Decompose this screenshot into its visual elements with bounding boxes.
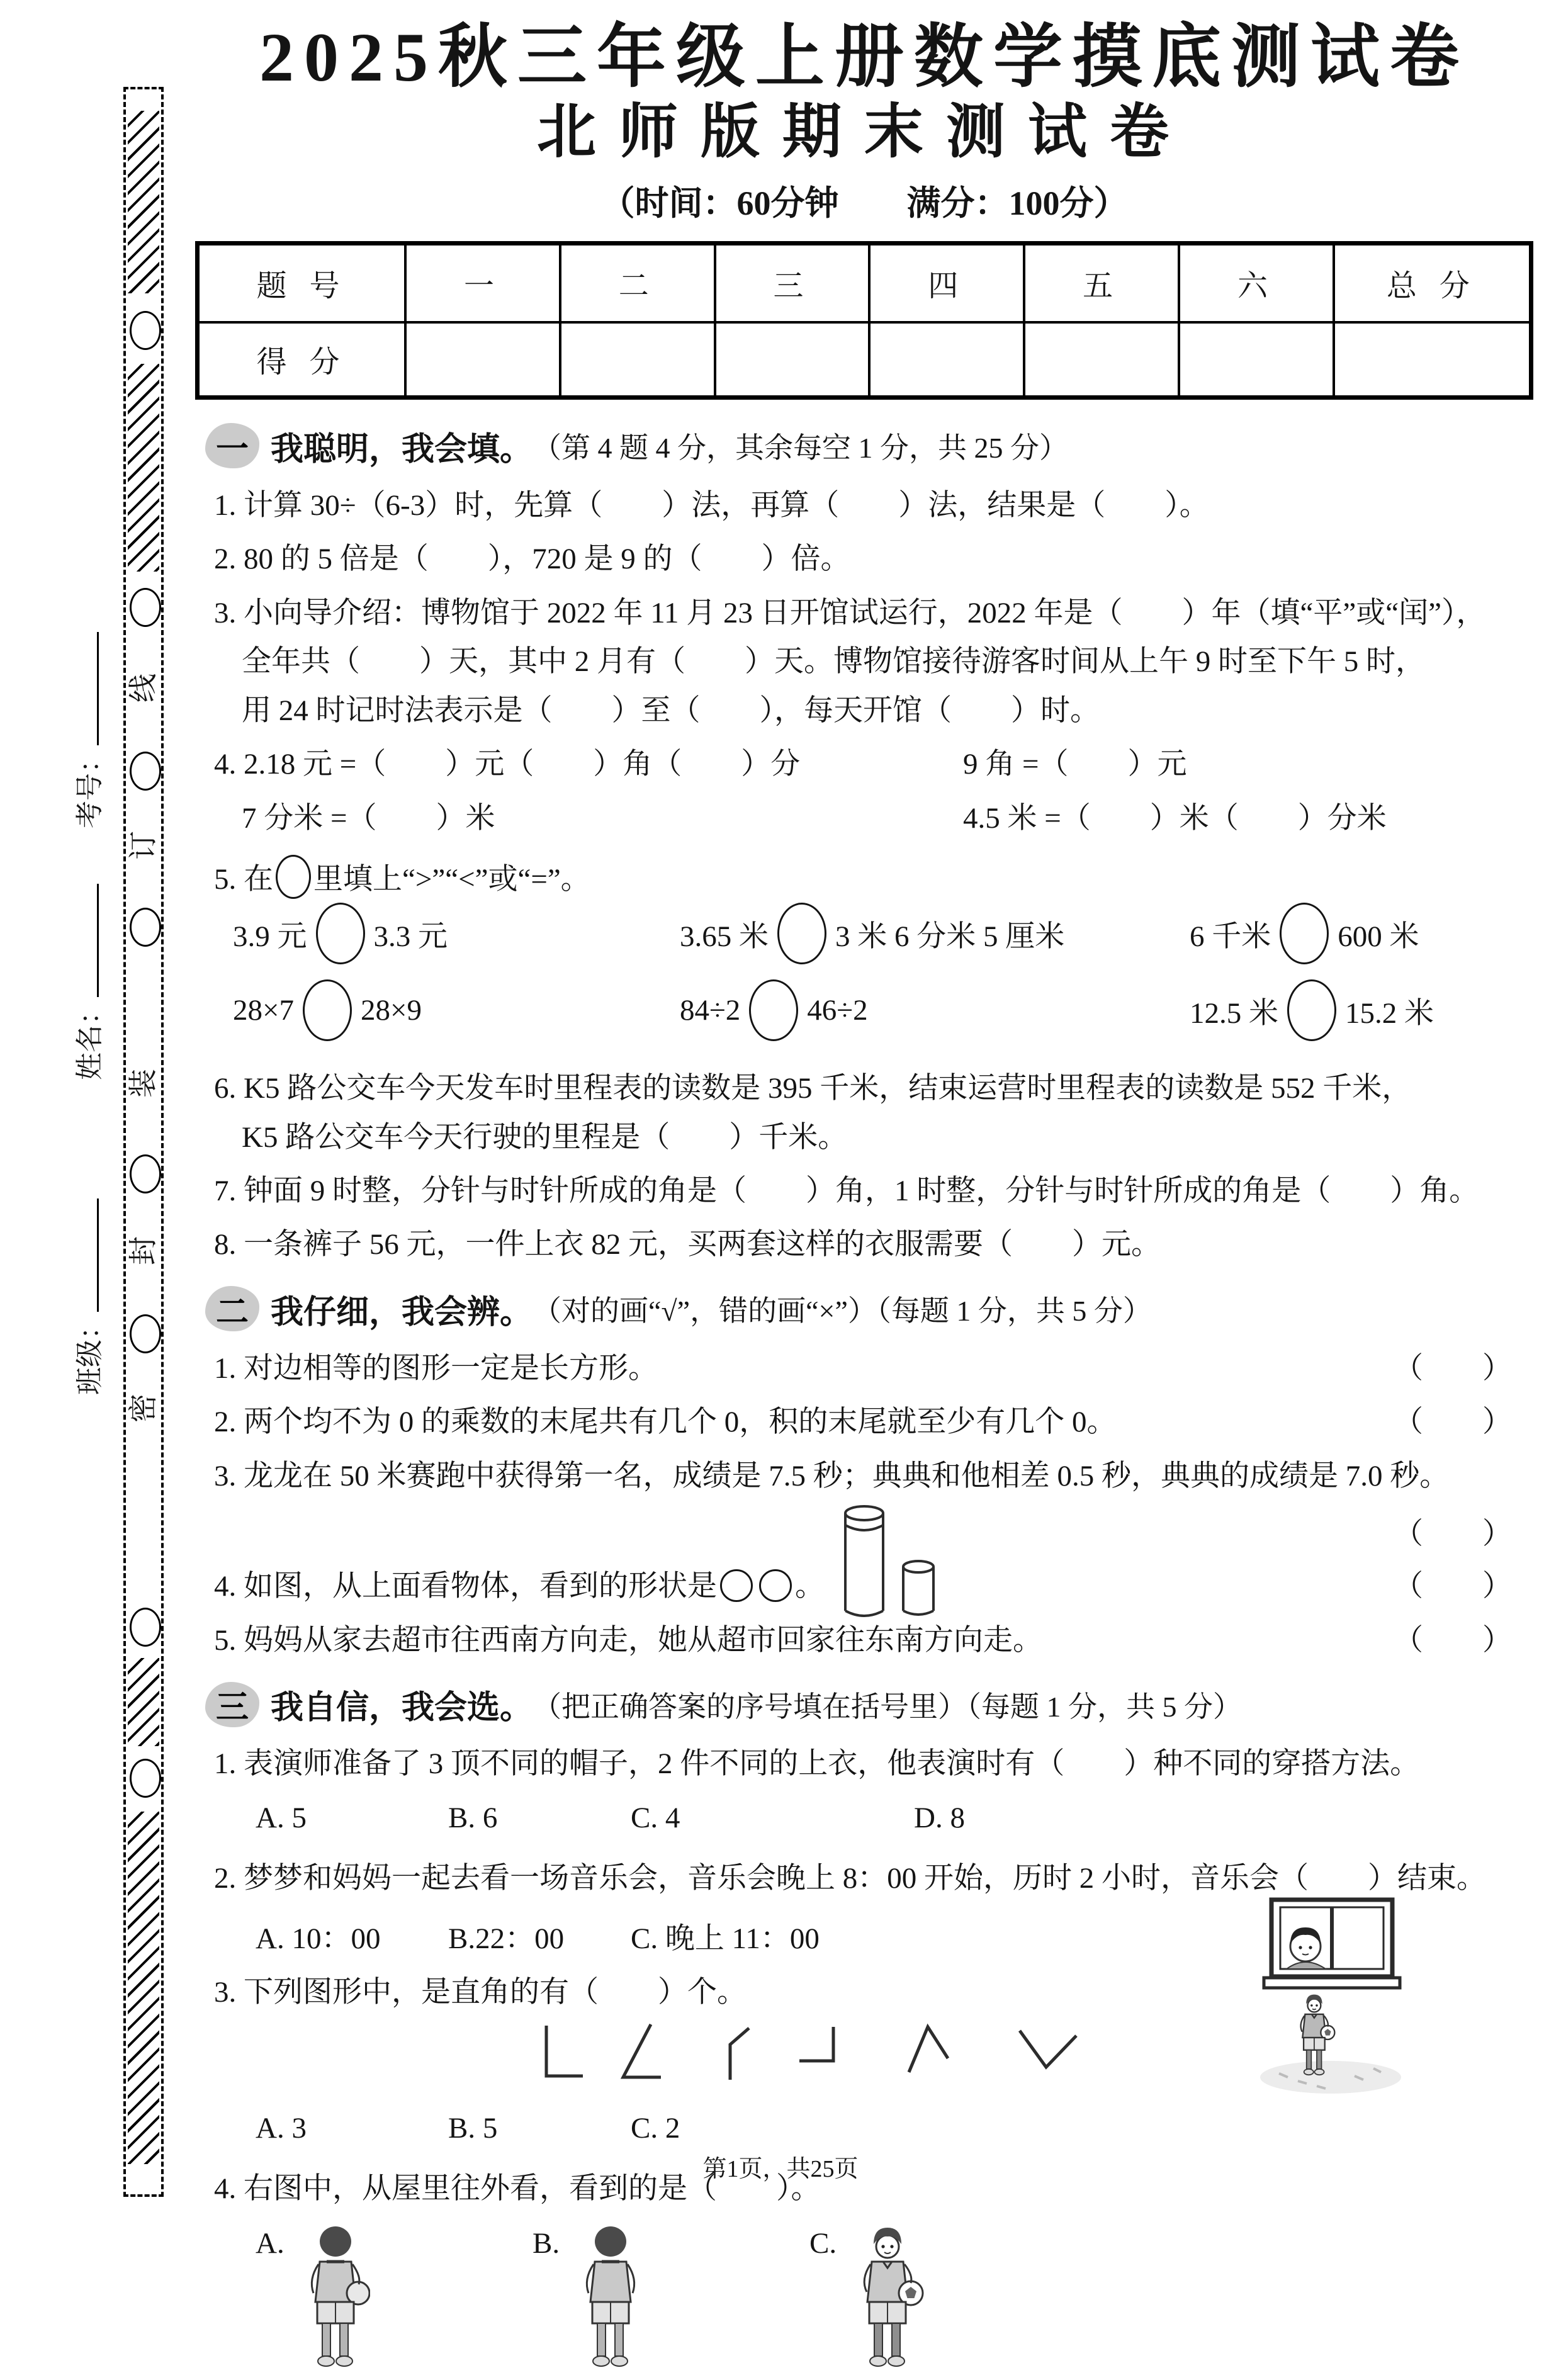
score-header-five: 五 xyxy=(1024,243,1179,322)
option-a: A. 10：00 xyxy=(256,1922,381,1956)
comparison-item xyxy=(233,979,422,1041)
seal-circle xyxy=(130,1314,161,1353)
section-three-icon: 三 xyxy=(205,1682,259,1727)
judge-question-5-text: 5. 妈妈从家去超市往西南方向走，她从超市回家往东南方向走。 xyxy=(214,1623,1042,1657)
top-view-circle-icon xyxy=(720,1569,753,1602)
unit-conversion-right2: 4.5 米 =（ ）米（ ）分米 xyxy=(963,801,1387,835)
angle-figure-acute xyxy=(611,2022,671,2087)
question-1-6-line1: 6. K5 路公交车今天发车时里程表的读数是 395 千米，结束运营时里程表的读数是 552 千米， xyxy=(214,1072,1412,1105)
option-c: C. 4 xyxy=(631,1801,680,1834)
comparison-left: 3.65 米 xyxy=(680,920,769,953)
option-c: C. 2 xyxy=(631,2111,680,2145)
score-header-six: 六 xyxy=(1179,243,1334,322)
judge-question-5 xyxy=(214,1623,1533,1658)
option-c-boy-front-view xyxy=(809,2223,926,2374)
boy-front-with-ball-image xyxy=(853,2223,926,2374)
comparison-item xyxy=(1190,903,1419,964)
comparison-left: 3.9 元 xyxy=(233,920,307,953)
comparison-circle xyxy=(1280,903,1329,964)
question-1-5-header xyxy=(214,855,1533,899)
score-header-qnum: 题 号 xyxy=(198,243,406,322)
judge-question-3 xyxy=(214,1459,1533,1494)
section-two-title: 我仔细，我会辨。 xyxy=(271,1294,533,1331)
section-three-title: 我自信，我会选。 xyxy=(271,1690,533,1727)
score-table-score-row xyxy=(198,322,1531,398)
compare-circle-icon xyxy=(276,855,311,899)
option-c-label: C. xyxy=(809,2226,837,2260)
seal-circle xyxy=(130,752,161,791)
angle-figure-right-angle xyxy=(535,2022,593,2087)
question-1-6-line2: K5 路公交车今天行驶的里程是（ ）千米。 xyxy=(242,1120,848,1154)
section-three-note: （把正确答案的序号填在括号里）（每题 1 分，共 5 分） xyxy=(533,1690,1243,1723)
comparison-item xyxy=(233,903,448,964)
judge-question-3-text: 3. 龙龙在 50 米赛跑中获得第一名，成绩是 7.5 秒；典典和他相差 0.5 秒，典典的成绩是 7.0 秒。 xyxy=(214,1459,1450,1492)
comparison-circle xyxy=(303,979,352,1041)
angle-figure-bent-line xyxy=(716,2022,760,2087)
question-1-8: 8. 一条裤子 56 元，一件上衣 82 元，买两套这样的衣服需要（ ）元。 xyxy=(214,1228,1161,1261)
comparison-circle xyxy=(749,979,798,1041)
score-cell-empty xyxy=(405,322,560,398)
seal-char-staple: 订 xyxy=(127,831,159,860)
score-cell-empty xyxy=(715,322,870,398)
answer-bracket: （ ） xyxy=(1394,1518,1512,1551)
answer-bracket: （ ） xyxy=(1394,1351,1512,1385)
comparison-circle xyxy=(316,903,365,964)
class-label xyxy=(67,1171,107,1423)
seal-circle xyxy=(130,908,161,947)
comparison-right: 15.2 米 xyxy=(1345,996,1434,1030)
comparison-left: 12.5 米 xyxy=(1190,996,1278,1030)
section-one-note: （第 4 题 4 分，其余每空 1 分，共 25 分） xyxy=(533,432,1069,465)
section-two-header xyxy=(205,1285,1533,1333)
question-1-3-line2: 全年共（ ）天，其中 2 月有（ ）天。博物馆接待游客时间从上午 9 时至下午 5 时， xyxy=(242,645,1425,679)
unit-conversion-left: 4. 2.18 元 =（ ）元（ ）角（ ）分 xyxy=(214,748,801,781)
score-cell-empty xyxy=(1334,322,1531,398)
seal-circle xyxy=(130,1608,161,1647)
unit-conversion-right: 9 角 =（ ）元 xyxy=(963,748,1187,781)
boy-back-image xyxy=(576,2223,645,2374)
question-1-3 xyxy=(214,596,1533,728)
class-blank-line xyxy=(91,1198,99,1312)
score-header-three: 三 xyxy=(715,243,870,322)
seal-char-line: 线 xyxy=(127,674,159,702)
comparison-left: 6 千米 xyxy=(1190,920,1271,953)
option-b: B. 6 xyxy=(448,1801,498,1834)
page-subtitle: 北师版期末测试卷 xyxy=(536,99,1192,165)
page-title: 2025秋三年级上册数学摸底测试卷 xyxy=(259,19,1469,96)
exam-time-score-meta: （时间：60分钟 满分：100分） xyxy=(600,184,1128,222)
question-1-1: 1. 计算 30÷（6-3）时，先算（ ）法，再算（ ）法，结果是（ ）。 xyxy=(214,488,1209,522)
section-two-note: （对的画“√”，错的画“×”）（每题 1 分，共 5 分） xyxy=(533,1295,1152,1328)
comparison-left: 84÷2 xyxy=(680,994,741,1027)
option-b-boy-back-view xyxy=(533,2223,645,2374)
seal-circle xyxy=(130,1154,161,1193)
score-header-two: 二 xyxy=(560,243,715,322)
judge-question-1-text: 1. 对边相等的图形一定是长方形。 xyxy=(214,1351,658,1385)
option-a: A. 3 xyxy=(256,2111,307,2145)
seal-char-seal2: 封 xyxy=(127,1236,159,1265)
page-number-footer: 第1页，共25页 xyxy=(702,2156,859,2182)
question-1-7: 7. 钟面 9 时整，分针与时针所成的角是（ ）角，1 时整，分针与时针所成的角是（ ）角。 xyxy=(214,1174,1479,1207)
angle-figure-peak xyxy=(901,2022,958,2087)
angle-figure-vee xyxy=(1013,2022,1083,2087)
class-text: 班级： xyxy=(74,1312,105,1395)
score-table-header-row xyxy=(198,243,1531,322)
comparison-circle xyxy=(1287,979,1336,1041)
hatch-marks xyxy=(128,364,159,572)
choice-question-1-options xyxy=(214,1796,1533,1842)
question-1-3-line1: 3. 小向导介绍：博物馆于 2022 年 11 月 23 日开馆试运行，2022 年是（ ）年（填“平”或“闰”）， xyxy=(214,596,1486,629)
judge-question-2-text: 2. 两个均不为 0 的乘数的末尾共有几个 0，积的末尾就至少有几个 0。 xyxy=(214,1406,1117,1439)
comparison-right: 3 米 6 分米 5 厘米 xyxy=(835,920,1065,953)
option-b: B.22：00 xyxy=(448,1922,565,1956)
seal-circle xyxy=(130,311,161,350)
student-name-text: 姓名： xyxy=(74,997,105,1080)
choice-question-4-options xyxy=(214,2223,1533,2380)
option-b-label: B. xyxy=(533,2226,560,2260)
score-cell-empty xyxy=(1024,322,1179,398)
seal-circle xyxy=(130,1759,161,1798)
section-one-header xyxy=(205,422,1533,470)
score-header-four: 四 xyxy=(869,243,1024,322)
option-c: C. 晚上 11：00 xyxy=(631,1922,820,1956)
question-1-4-line1 xyxy=(214,747,1533,782)
comparison-right: 28×9 xyxy=(361,994,422,1027)
score-row-label: 得 分 xyxy=(198,322,406,398)
score-cell-empty xyxy=(869,322,1024,398)
angle-figure-right-angle-left xyxy=(794,2022,851,2087)
seal-char-secret: 密 xyxy=(127,1394,159,1423)
option-a-label: A. xyxy=(256,2226,285,2260)
score-cell-empty xyxy=(560,322,715,398)
comparison-row-2 xyxy=(195,979,1533,1052)
cylinders-figure xyxy=(834,1503,945,1626)
exam-number-blank-line xyxy=(91,632,99,745)
score-table xyxy=(195,241,1533,400)
boy-back-with-ball-image xyxy=(301,2223,370,2374)
score-header-one: 一 xyxy=(405,243,560,322)
judge-question-2 xyxy=(214,1405,1533,1440)
question-1-2: 2. 80 的 5 倍是（ ），720 是 9 的（ ）倍。 xyxy=(214,543,850,576)
window-scene-illustration xyxy=(1254,1896,1411,2097)
choice-question-3: 3. 下列图形中，是直角的有（ ）个。 xyxy=(214,1976,747,2009)
comparison-left: 28×7 xyxy=(233,994,295,1027)
seal-char-bind: 装 xyxy=(127,1069,159,1098)
seal-binding-strip xyxy=(123,87,164,2197)
section-three-header xyxy=(205,1681,1533,1728)
comparison-right: 3.3 元 xyxy=(373,920,448,953)
section-one-icon: 一 xyxy=(205,423,259,468)
comparison-row-1 xyxy=(195,903,1533,976)
question-1-3-line3: 用 24 时记时法表示是（ ）至（ ），每天开馆（ ）时。 xyxy=(242,694,1100,727)
question-1-6 xyxy=(214,1071,1533,1155)
answer-bracket: （ ） xyxy=(1394,1623,1512,1657)
comparison-circle xyxy=(777,903,826,964)
option-b: B. 5 xyxy=(448,2111,498,2145)
top-view-circle-icon xyxy=(759,1569,792,1602)
exam-number-label xyxy=(67,604,107,856)
seal-circle xyxy=(130,588,161,627)
score-cell-empty xyxy=(1179,322,1334,398)
boy-at-window-image xyxy=(1254,1896,1411,2097)
question-1-4-line2 xyxy=(214,801,1533,836)
answer-bracket: （ ） xyxy=(1394,1570,1512,1603)
choice-question-2: 2. 梦梦和妈妈一起去看一场音乐会，音乐会晚上 8：00 开始，历时 2 小时，音乐会（ ）结束。 xyxy=(214,1861,1486,1895)
option-d: D. 8 xyxy=(914,1801,965,1834)
score-header-total: 总 分 xyxy=(1334,243,1531,322)
student-name-blank-line xyxy=(91,884,99,997)
section-two-icon: 二 xyxy=(205,1286,259,1331)
section-one-title: 我聪明，我会填。 xyxy=(271,431,533,468)
choice-question-4: 4. 右图中，从屋里往外看，看到的是（ ）。 xyxy=(214,2172,821,2205)
comparison-right: 600 米 xyxy=(1338,920,1419,953)
comparison-item xyxy=(680,979,868,1041)
student-name-label xyxy=(67,856,107,1108)
comparison-item xyxy=(680,903,1064,964)
judge-question-4-post: 。 xyxy=(795,1570,825,1603)
comparison-item xyxy=(1190,979,1434,1041)
choice-question-1: 1. 表演师准备了 3 顶不同的帽子，2 件不同的上衣，他表演时有（ ）种不同的穿搭方法。 xyxy=(214,1747,1420,1781)
comparison-right: 46÷2 xyxy=(807,994,868,1027)
option-a: A. 5 xyxy=(256,1801,307,1834)
judge-question-3-answer-zone xyxy=(214,1510,1533,1550)
question-1-5-post: 里填上“>”“<”或“=”。 xyxy=(313,863,590,896)
judge-question-4-pre: 4. 如图，从上面看物体，看到的形状是 xyxy=(214,1570,717,1603)
answer-bracket: （ ） xyxy=(1394,1406,1512,1439)
option-a-boy-back-view xyxy=(256,2223,370,2374)
unit-conversion-left2: 7 分米 =（ ）米 xyxy=(242,801,495,835)
question-1-5-pre: 5. 在 xyxy=(214,863,273,896)
hatch-marks xyxy=(128,1812,159,2164)
choice-question-3-options xyxy=(214,2106,1533,2153)
exam-number-text: 考号： xyxy=(74,745,105,828)
hatch-marks xyxy=(128,111,159,293)
hatch-marks xyxy=(128,1658,159,1746)
judge-question-1 xyxy=(214,1351,1533,1386)
